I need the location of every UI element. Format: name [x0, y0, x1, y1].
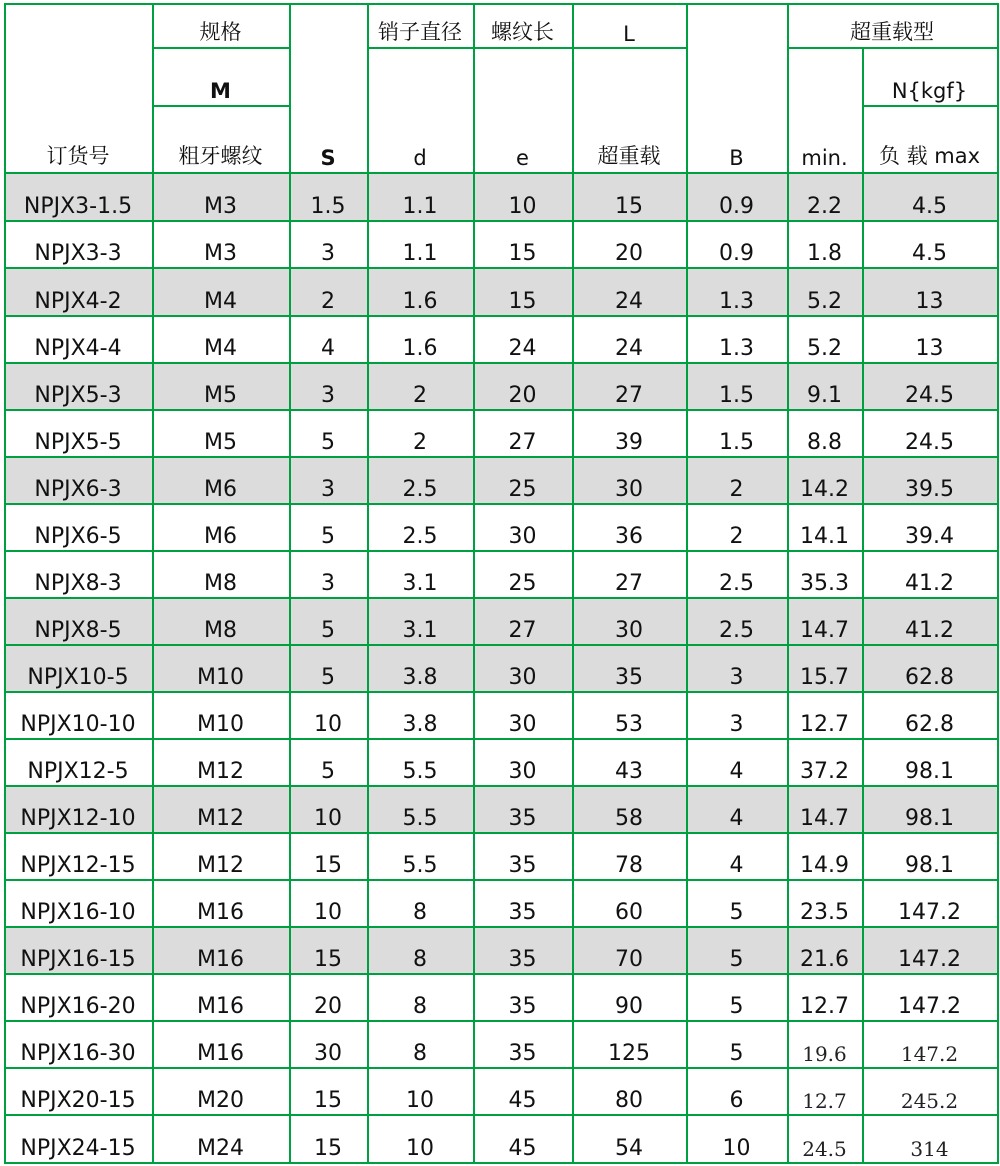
cell-m: M20 [197, 1088, 244, 1113]
cell-s: 3 [321, 571, 335, 596]
cell-e: 45 [508, 1088, 537, 1113]
cell-e: 27 [508, 430, 537, 455]
cell-m: M8 [204, 618, 237, 643]
grid-vline [686, 3, 688, 1164]
header-order-no: 订货号 [46, 144, 110, 168]
cell-b: 1.3 [719, 336, 754, 361]
cell-e: 45 [508, 1136, 537, 1161]
cell-min: 14.7 [800, 806, 849, 831]
cell-min: 19.6 [802, 1042, 847, 1066]
cell-l: 90 [615, 994, 643, 1019]
cell-s: 15 [314, 1088, 342, 1113]
cell-order: NPJX10-10 [20, 712, 136, 737]
cell-b: 5 [729, 900, 744, 925]
cell-m: M3 [204, 241, 237, 266]
cell-min: 14.1 [800, 524, 849, 549]
cell-max: 147.2 [898, 994, 961, 1019]
cell-d: 3.8 [402, 712, 438, 737]
cell-min: 12.7 [800, 712, 849, 737]
cell-e: 35 [508, 806, 537, 831]
cell-b: 5 [729, 994, 744, 1019]
cell-s: 4 [321, 336, 335, 361]
cell-l: 24 [615, 336, 643, 361]
cell-l: 24 [615, 289, 643, 314]
cell-min: 14.9 [800, 853, 849, 878]
cell-s: 5 [321, 618, 335, 643]
cell-d: 8 [413, 900, 427, 925]
cell-e: 10 [508, 194, 537, 219]
grid-hline [4, 879, 999, 881]
grid-hline [4, 362, 999, 364]
cell-max: 24.5 [905, 383, 954, 408]
header-coarse-thread: 粗牙螺纹 [178, 144, 263, 168]
cell-order: NPJX8-5 [34, 618, 122, 643]
grid-vline [572, 3, 574, 1164]
cell-order: NPJX16-20 [20, 994, 136, 1019]
cell-m: M8 [204, 571, 237, 596]
cell-m: M10 [197, 665, 244, 690]
header-l: L [623, 22, 635, 46]
cell-order: NPJX4-4 [34, 336, 122, 361]
cell-max: 98.1 [905, 853, 954, 878]
cell-s: 2 [321, 289, 335, 314]
cell-l: 70 [615, 947, 643, 972]
cell-m: M10 [197, 712, 244, 737]
header-super-heavy: 超重载 [597, 144, 661, 168]
cell-max: 39.5 [905, 477, 954, 502]
cell-b: 0.9 [719, 241, 754, 266]
cell-m: M4 [204, 289, 237, 314]
cell-s: 20 [314, 994, 342, 1019]
cell-d: 5.5 [402, 806, 438, 831]
cell-d: 10 [406, 1136, 434, 1161]
cell-e: 25 [508, 571, 537, 596]
cell-max: 147.2 [898, 900, 961, 925]
cell-l: 15 [615, 194, 643, 219]
cell-min: 14.7 [800, 618, 849, 643]
cell-l: 30 [615, 618, 643, 643]
cell-d: 2.5 [402, 477, 438, 502]
cell-min: 15.7 [800, 665, 849, 690]
cell-l: 27 [615, 383, 643, 408]
grid-hline [4, 172, 999, 174]
cell-max: 4.5 [912, 194, 947, 219]
cell-m: M12 [197, 759, 244, 784]
cell-l: 60 [615, 900, 643, 925]
cell-order: NPJX12-5 [27, 759, 129, 784]
cell-m: M24 [197, 1136, 244, 1161]
header-s: S [320, 146, 336, 170]
grid-hline [4, 1114, 999, 1116]
cell-e: 35 [508, 1041, 537, 1066]
cell-b: 0.9 [719, 194, 754, 219]
cell-d: 3.8 [402, 665, 438, 690]
grid-hline [4, 832, 999, 834]
cell-e: 30 [508, 759, 537, 784]
grid-hline [4, 973, 999, 975]
cell-min: 24.5 [802, 1137, 847, 1161]
grid-hline [4, 1162, 999, 1164]
header-e: e [516, 146, 529, 170]
grid-hline [4, 1020, 999, 1022]
cell-s: 10 [314, 712, 342, 737]
cell-l: 78 [615, 853, 643, 878]
cell-m: M16 [197, 994, 244, 1019]
cell-min: 2.2 [807, 194, 842, 219]
cell-s: 1.5 [310, 194, 346, 219]
cell-max: 314 [910, 1137, 949, 1161]
cell-max: 41.2 [905, 618, 954, 643]
cell-min: 5.2 [807, 336, 842, 361]
cell-min: 14.2 [800, 477, 849, 502]
cell-s: 3 [321, 477, 335, 502]
grid-hline [4, 597, 999, 599]
cell-b: 2.5 [719, 571, 754, 596]
cell-e: 27 [508, 618, 537, 643]
grid-hline [152, 105, 291, 107]
cell-l: 54 [615, 1136, 643, 1161]
cell-l: 27 [615, 571, 643, 596]
cell-min: 37.2 [800, 759, 849, 784]
grid-vline [152, 3, 154, 1164]
cell-m: M16 [197, 900, 244, 925]
cell-b: 1.3 [719, 289, 754, 314]
cell-order: NPJX5-3 [34, 383, 122, 408]
cell-b: 5 [729, 1041, 744, 1066]
cell-max: 24.5 [905, 430, 954, 455]
cell-max: 98.1 [905, 759, 954, 784]
cell-max: 62.8 [905, 712, 954, 737]
header-pin-diameter: 销子直径 [378, 20, 462, 44]
cell-b: 3 [729, 665, 744, 690]
cell-d: 2 [413, 430, 427, 455]
cell-order: NPJX16-30 [20, 1041, 136, 1066]
cell-e: 35 [508, 947, 537, 972]
cell-e: 25 [508, 477, 537, 502]
cell-b: 1.5 [719, 430, 754, 455]
grid-vline [787, 3, 789, 1164]
cell-s: 30 [314, 1041, 342, 1066]
cell-l: 43 [615, 759, 643, 784]
cell-min: 12.7 [802, 1089, 847, 1113]
cell-s: 15 [314, 947, 342, 972]
header-min: min. [801, 146, 848, 170]
grid-hline [4, 409, 999, 411]
cell-b: 1.5 [719, 383, 754, 408]
cell-e: 15 [508, 289, 537, 314]
cell-e: 24 [508, 336, 537, 361]
cell-d: 3.1 [402, 571, 438, 596]
cell-d: 8 [413, 1041, 427, 1066]
grid-hline [862, 105, 999, 107]
cell-m: M4 [204, 336, 237, 361]
cell-m: M12 [197, 806, 244, 831]
cell-l: 125 [608, 1041, 650, 1066]
cell-s: 10 [314, 900, 342, 925]
cell-b: 2.5 [719, 618, 754, 643]
cell-order: NPJX10-5 [27, 665, 129, 690]
cell-l: 53 [615, 712, 643, 737]
cell-order: NPJX16-15 [20, 947, 136, 972]
cell-order: NPJX20-15 [20, 1088, 136, 1113]
cell-order: NPJX8-3 [34, 571, 122, 596]
cell-l: 39 [615, 430, 643, 455]
grid-hline [367, 47, 688, 49]
grid-hline [4, 691, 999, 693]
cell-order: NPJX12-10 [20, 806, 136, 831]
header-spec: 规格 [199, 20, 242, 44]
cell-b: 10 [722, 1136, 751, 1161]
cell-s: 5 [321, 759, 335, 784]
cell-l: 30 [615, 477, 643, 502]
cell-d: 5.5 [402, 759, 438, 784]
grid-hline [4, 926, 999, 928]
cell-l: 20 [615, 241, 643, 266]
cell-l: 80 [615, 1088, 643, 1113]
cell-min: 12.7 [800, 994, 849, 1019]
cell-order: NPJX6-5 [34, 524, 122, 549]
cell-b: 2 [729, 477, 744, 502]
cell-s: 10 [314, 806, 342, 831]
cell-d: 2 [413, 383, 427, 408]
cell-min: 21.6 [800, 947, 849, 972]
cell-min: 23.5 [800, 900, 849, 925]
cell-m: M12 [197, 853, 244, 878]
cell-e: 30 [508, 665, 537, 690]
header-b: B [729, 146, 744, 170]
cell-e: 35 [508, 853, 537, 878]
cell-min: 9.1 [807, 383, 842, 408]
cell-order: NPJX5-5 [34, 430, 122, 455]
grid-hline [152, 47, 291, 49]
cell-b: 6 [729, 1088, 744, 1113]
grid-hline [4, 644, 999, 646]
cell-b: 5 [729, 947, 744, 972]
cell-order: NPJX6-3 [34, 477, 122, 502]
cell-max: 13 [915, 289, 944, 314]
header-d: d [413, 146, 427, 170]
grid-hline [4, 267, 999, 269]
cell-s: 5 [321, 430, 335, 455]
cell-min: 8.8 [807, 430, 842, 455]
cell-d: 10 [406, 1088, 434, 1113]
cell-order: NPJX3-1.5 [23, 194, 133, 219]
header-n-kgf: N{kgf} [891, 79, 968, 103]
cell-order: NPJX12-15 [20, 853, 136, 878]
cell-order: NPJX16-10 [20, 900, 136, 925]
cell-order: NPJX3-3 [34, 241, 122, 266]
cell-l: 58 [615, 806, 643, 831]
cell-m: M16 [197, 1041, 244, 1066]
header-super-heavy-type: 超重载型 [850, 20, 934, 44]
grid-hline [787, 47, 999, 49]
grid-hline [4, 503, 999, 505]
header-load-max: 负 载 max [878, 144, 981, 168]
cell-d: 8 [413, 947, 427, 972]
cell-m: M5 [204, 430, 237, 455]
cell-d: 3.1 [402, 618, 438, 643]
cell-max: 147.2 [898, 947, 961, 972]
cell-s: 5 [321, 524, 335, 549]
cell-min: 35.3 [800, 571, 849, 596]
cell-min: 5.2 [807, 289, 842, 314]
grid-hline [4, 785, 999, 787]
cell-s: 3 [321, 241, 335, 266]
cell-m: M6 [204, 477, 237, 502]
grid-vline [4, 3, 6, 1164]
cell-m: M6 [204, 524, 237, 549]
cell-b: 2 [729, 524, 744, 549]
cell-e: 30 [508, 712, 537, 737]
cell-min: 1.8 [807, 241, 842, 266]
cell-max: 4.5 [912, 241, 947, 266]
cell-d: 1.1 [402, 241, 438, 266]
cell-m: M16 [197, 947, 244, 972]
cell-e: 35 [508, 900, 537, 925]
cell-max: 13 [915, 336, 944, 361]
cell-order: NPJX4-2 [34, 289, 122, 314]
grid-hline [4, 1067, 999, 1069]
grid-hline [4, 738, 999, 740]
grid-vline [367, 3, 369, 1164]
cell-e: 20 [508, 383, 537, 408]
cell-b: 3 [729, 712, 744, 737]
grid-vline [473, 3, 475, 1164]
cell-max: 39.4 [905, 524, 954, 549]
cell-b: 4 [729, 806, 744, 831]
cell-d: 2.5 [402, 524, 438, 549]
cell-b: 4 [729, 759, 744, 784]
cell-d: 8 [413, 994, 427, 1019]
grid-vline [997, 3, 999, 1164]
cell-s: 15 [314, 1136, 342, 1161]
grid-vline [289, 3, 291, 1164]
cell-max: 41.2 [905, 571, 954, 596]
grid-hline [4, 3, 999, 5]
cell-e: 15 [508, 241, 537, 266]
grid-vline [862, 48, 864, 1164]
header-m: M [210, 79, 231, 103]
cell-m: M3 [204, 194, 237, 219]
cell-b: 4 [729, 853, 744, 878]
cell-order: NPJX24-15 [20, 1136, 136, 1161]
cell-l: 35 [615, 665, 643, 690]
cell-max: 62.8 [905, 665, 954, 690]
cell-d: 5.5 [402, 853, 438, 878]
cell-max: 147.2 [900, 1042, 959, 1066]
grid-hline [4, 220, 999, 222]
header-thread-length: 螺纹长 [491, 20, 554, 44]
cell-s: 5 [321, 665, 335, 690]
cell-d: 1.6 [402, 336, 438, 361]
grid-hline [4, 315, 999, 317]
cell-d: 1.6 [402, 289, 438, 314]
cell-l: 36 [615, 524, 643, 549]
cell-e: 35 [508, 994, 537, 1019]
grid-hline [4, 550, 999, 552]
grid-hline [4, 456, 999, 458]
cell-m: M5 [204, 383, 237, 408]
cell-max: 245.2 [900, 1089, 959, 1113]
cell-s: 15 [314, 853, 342, 878]
cell-d: 1.1 [402, 194, 438, 219]
cell-s: 3 [321, 383, 335, 408]
cell-max: 98.1 [905, 806, 954, 831]
cell-e: 30 [508, 524, 537, 549]
